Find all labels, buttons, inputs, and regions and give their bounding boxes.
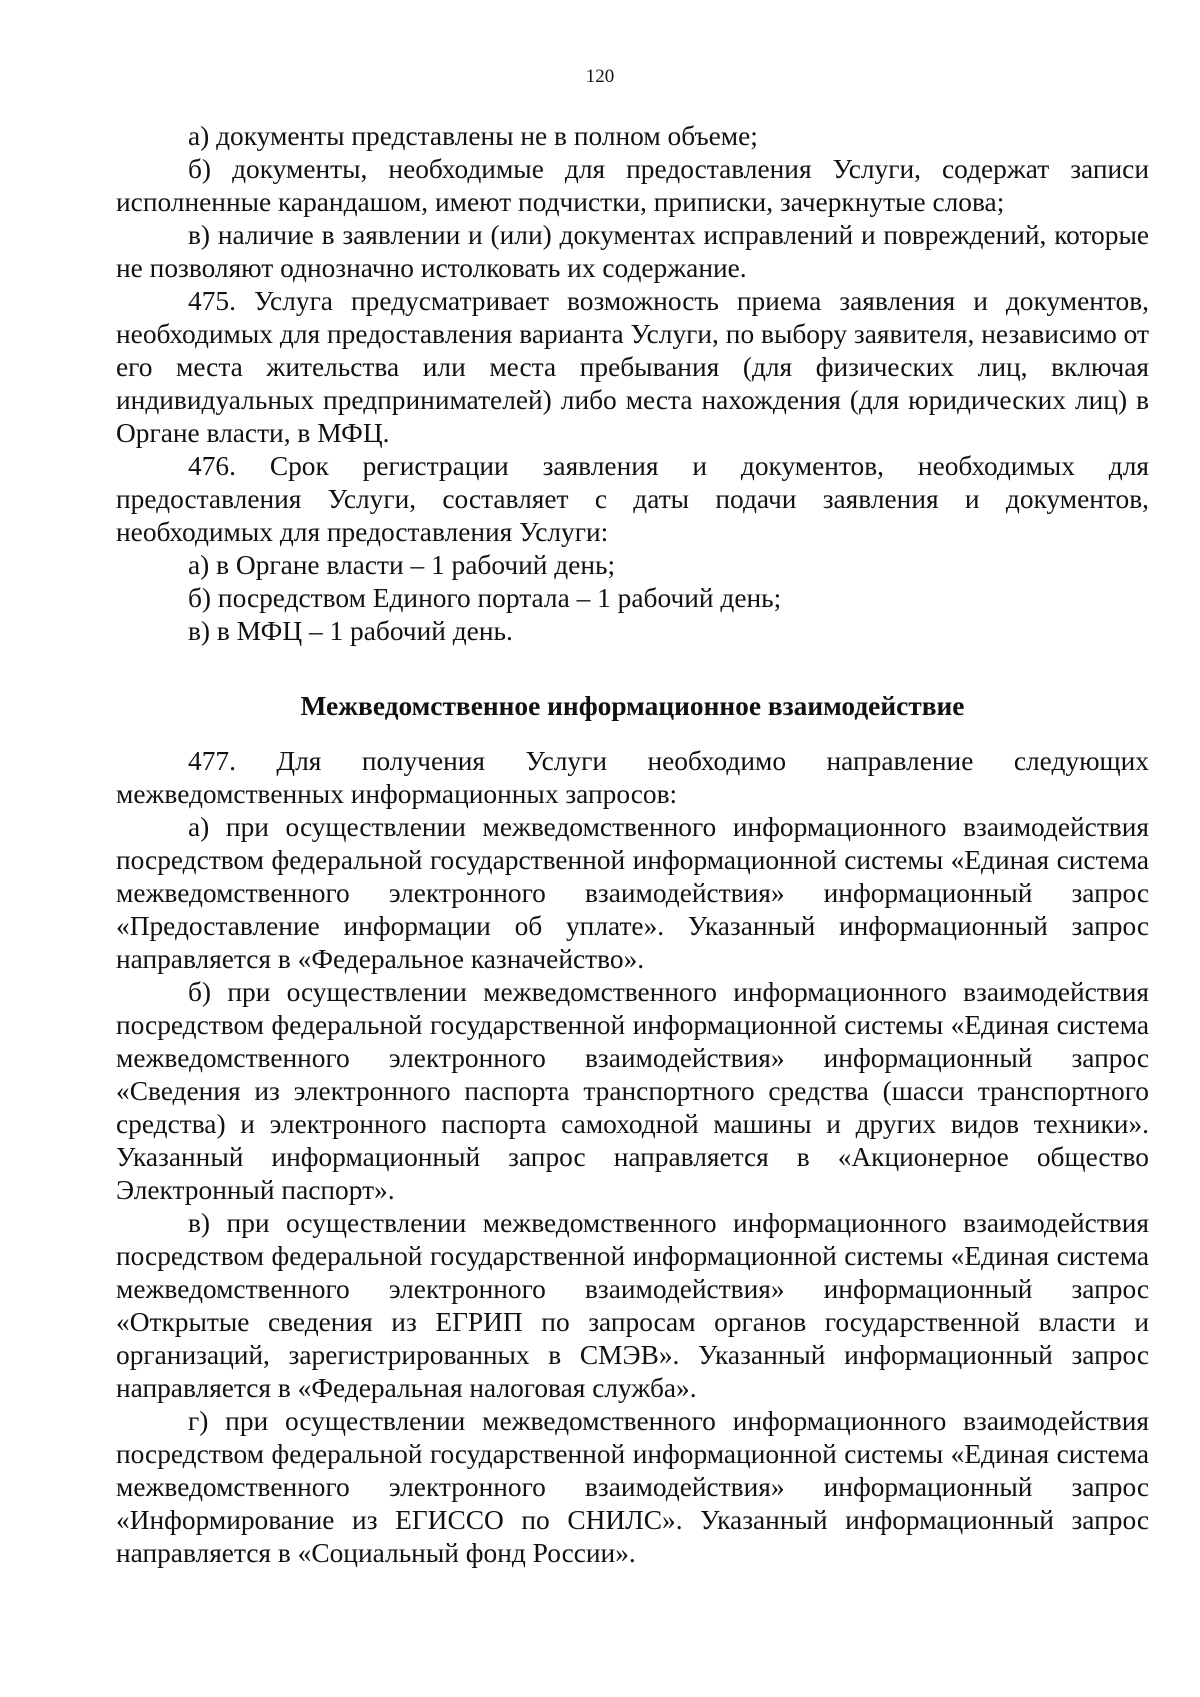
paragraph-477-item-v: в) при осуществлении межведомственного информационного взаимодействия посредством федеральной государственной информационной системы «Единая система межведомственного электронного взаимодействия» информационный запрос «Открытые сведения из ЕГРИП по запросам органов государственной власти и организаций, зарегистрированных в СМЭВ». Указанный информационный запрос направляется в «Федеральная налоговая служба». [116, 1208, 1149, 1403]
paragraph-item-a-incomplete: а) документы представлены не в полном объеме; [188, 121, 758, 151]
paragraph-475: 475. Услуга предусматривает возможность приема заявления и документов, необходимых для предоставления варианта Услуги, по выбору заявителя, независимо от его места жительства или места пребывания (для физических лиц, включая индивидуальных предпринимателей) либо места нахождения (для юридических лиц) в Органе власти, в МФЦ. [116, 286, 1149, 448]
paragraph-477: 477. Для получения Услуги необходимо направление следующих межведомственных информационных запросов: [116, 746, 1149, 809]
paragraph-476-item-a: а) в Органе власти – 1 рабочий день; [188, 550, 616, 580]
paragraph-477-item-g: г) при осуществлении межведомственного информационного взаимодействия посредством федеральной государственной информационной системы «Единая система межведомственного электронного взаимодействия» информационный запрос «Информирование из ЕГИССО по СНИЛС». Указанный информационный запрос направляется в «Социальный фонд России». [116, 1406, 1149, 1568]
paragraph-item-b-pencil: б) документы, необходимые для предоставления Услуги, содержат записи исполненные карандашом, имеют подчистки, приписки, зачеркнутые слова; [116, 154, 1149, 217]
paragraph-477-item-b: б) при осуществлении межведомственного информационного взаимодействия посредством федеральной государственной информационной системы «Единая система межведомственного электронного взаимодействия» информационный запрос «Сведения из электронного паспорта транспортного средства (шасси транспортного средства) и электронного паспорта самоходной машины и других видов техники». Указанный информационный запрос направляется в «Акционерное общество Электронный паспорт». [116, 977, 1149, 1205]
paragraph-477-item-a: а) при осуществлении межведомственного информационного взаимодействия посредством федеральной государственной информационной системы «Единая система межведомственного электронного взаимодействия» информационный запрос «Предоставление информации об уплате». Указанный информационный запрос направляется в «Федеральное казначейство». [116, 812, 1149, 974]
paragraph-476: 476. Срок регистрации заявления и документов, необходимых для предоставления Услуги, составляет с даты подачи заявления и документов, необходимых для предоставления Услуги: [116, 451, 1149, 547]
paragraph-item-v-corrections: в) наличие в заявлении и (или) документах исправлений и повреждений, которые не позволяют однозначно истолковать их содержание. [116, 220, 1149, 283]
paragraph-476-item-v: в) в МФЦ – 1 рабочий день. [188, 616, 513, 646]
document-body [116, 120, 1149, 1570]
section-heading: Межведомственное информационное взаимодействие [300, 691, 965, 721]
paragraph-476-item-b: б) посредством Единого портала – 1 рабочий день; [188, 583, 782, 613]
page-number: 120 [585, 66, 615, 87]
